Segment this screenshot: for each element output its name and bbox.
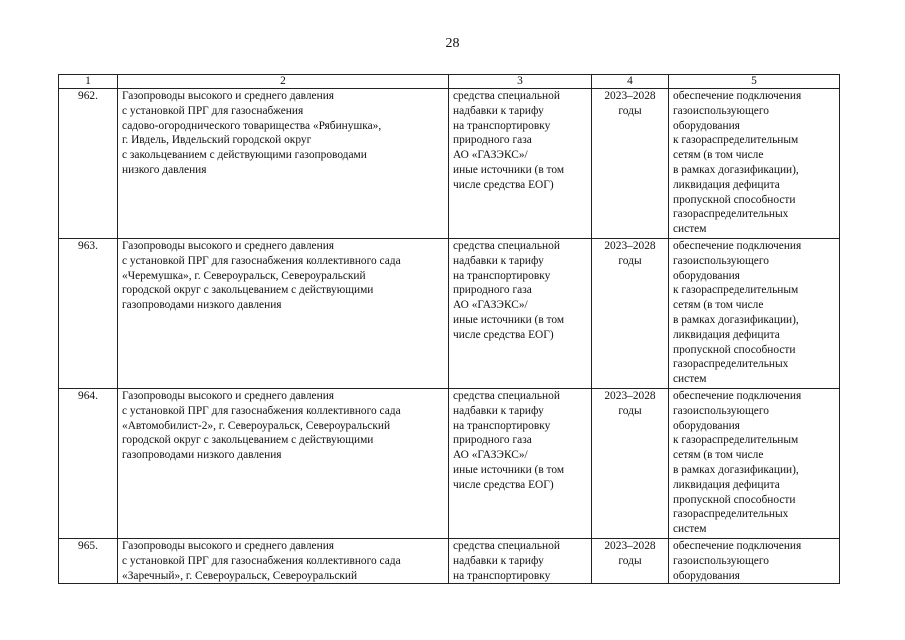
column-header-years: 4 bbox=[592, 75, 669, 89]
table-row bbox=[59, 539, 840, 584]
row-purpose: обеспечение подключения газоиспользующего оборудования к газораспределительным сетям (в том числе в рамках догазификации), ликвидация дефицита пропускной способности газораспределительных систем bbox=[669, 89, 840, 239]
table-row bbox=[59, 239, 840, 389]
table-header-row bbox=[59, 75, 840, 89]
table-row bbox=[59, 89, 840, 239]
row-number: 964. bbox=[59, 389, 118, 539]
row-years: 2023–2028 годы bbox=[592, 89, 669, 239]
row-purpose: обеспечение подключения газоиспользующего оборудования bbox=[669, 539, 840, 584]
table-row bbox=[59, 389, 840, 539]
column-header-purpose: 5 bbox=[669, 75, 840, 89]
row-funding-source: средства специальной надбавки к тарифу на транспортировку природного газа АО «ГАЗЭКС»/ иные источники (в том числе средства ЕОГ) bbox=[449, 389, 592, 539]
measures-table bbox=[58, 74, 840, 584]
row-description: Газопроводы высокого и среднего давления с установкой ПРГ для газоснабжения коллективного сада «Заречный», г. Североуральск, Североуральский bbox=[118, 539, 449, 584]
row-funding-source: средства специальной надбавки к тарифу на транспортировку природного газа АО «ГАЗЭКС»/ иные источники (в том числе средства ЕОГ) bbox=[449, 239, 592, 389]
row-number: 965. bbox=[59, 539, 118, 584]
row-funding-source: средства специальной надбавки к тарифу на транспортировку bbox=[449, 539, 592, 584]
row-years: 2023–2028 годы bbox=[592, 539, 669, 584]
row-purpose: обеспечение подключения газоиспользующего оборудования к газораспределительным сетям (в том числе в рамках догазификации), ликвидация дефицита пропускной способности газораспределительных систем bbox=[669, 239, 840, 389]
row-description: Газопроводы высокого и среднего давления с установкой ПРГ для газоснабжения коллективного сада «Автомобилист-2», г. Североуральск, Североуральский городской округ с закольцеванием с действующими газопроводами низкого давления bbox=[118, 389, 449, 539]
row-description: Газопроводы высокого и среднего давления с установкой ПРГ для газоснабжения коллективного сада «Черемушка», г. Североуральск, Североуральский городской округ с закольцеванием с действующими газопроводами низкого давления bbox=[118, 239, 449, 389]
column-header-number: 1 bbox=[59, 75, 118, 89]
row-years: 2023–2028 годы bbox=[592, 239, 669, 389]
page-number: 28 bbox=[445, 36, 460, 51]
column-header-description: 2 bbox=[118, 75, 449, 89]
row-number: 962. bbox=[59, 89, 118, 239]
row-description: Газопроводы высокого и среднего давления с установкой ПРГ для газоснабжения садово-огороднического товарищества «Рябинушка», г. Ивдель, Ивдельский городской округ с закольцеванием с действующими газопроводами низкого давления bbox=[118, 89, 449, 239]
column-header-source: 3 bbox=[449, 75, 592, 89]
row-number: 963. bbox=[59, 239, 118, 389]
row-years: 2023–2028 годы bbox=[592, 389, 669, 539]
row-funding-source: средства специальной надбавки к тарифу на транспортировку природного газа АО «ГАЗЭКС»/ иные источники (в том числе средства ЕОГ) bbox=[449, 89, 592, 239]
row-purpose: обеспечение подключения газоиспользующего оборудования к газораспределительным сетям (в том числе в рамках догазификации), ликвидация дефицита пропускной способности газораспределительных систем bbox=[669, 389, 840, 539]
